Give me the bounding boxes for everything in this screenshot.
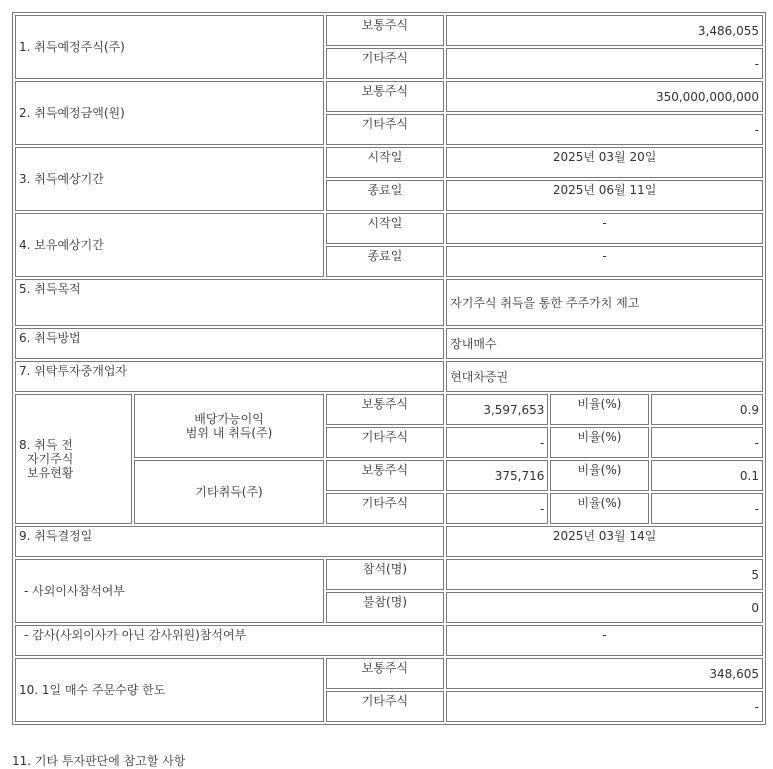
row8-line4-ratio: - — [651, 493, 763, 524]
row8-line1-ratio: 0.9 — [651, 394, 763, 425]
row8-line4-type: 기타주식 — [326, 493, 444, 524]
row3-sub-end: 종료일 — [326, 180, 444, 211]
row9-label: 9. 취득결정일 — [15, 526, 444, 557]
outside-directors-absent-label: 불참(명) — [326, 592, 444, 623]
row1-sub-common: 보통주식 — [326, 15, 444, 46]
row8-line3-ratio: 0.1 — [651, 460, 763, 491]
row3-sub-start: 시작일 — [326, 147, 444, 178]
row8-line4-ratio-label: 비율(%) — [550, 493, 648, 524]
row2-value-other: - — [446, 114, 763, 145]
row8-line3-type: 보통주식 — [326, 460, 444, 491]
row1-value-other: - — [446, 48, 763, 79]
row8-group-dividend — [134, 394, 323, 458]
row4-value-start: - — [446, 213, 763, 244]
row10-sub-other: 기타주식 — [326, 691, 444, 722]
row10-sub-common: 보통주식 — [326, 658, 444, 689]
row3-label: 3. 취득예상기간 — [15, 147, 324, 211]
row8-label-line3: 보유현황 — [27, 466, 74, 480]
row2-sub-other: 기타주식 — [326, 114, 444, 145]
row10-label: 10. 1일 매수 주문수량 한도 — [15, 658, 324, 722]
row5-label: 5. 취득목적 — [15, 279, 444, 326]
row2-sub-common: 보통주식 — [326, 81, 444, 112]
row4-sub-end: 종료일 — [326, 246, 444, 277]
row3-value-end: 2025년 06월 11일 — [446, 180, 763, 211]
row4-sub-start: 시작일 — [326, 213, 444, 244]
row8-line1-ratio-label: 비율(%) — [550, 394, 648, 425]
row8-line2-ratio-label: 비율(%) — [550, 427, 648, 458]
row8-line3-ratio-label: 비율(%) — [550, 460, 648, 491]
row2-label: 2. 취득예정금액(원) — [15, 81, 324, 145]
row8-label-line1: 8. 취득 전 — [19, 438, 73, 452]
row4-label: 4. 보유예상기간 — [15, 213, 324, 277]
row6-label: 6. 취득방법 — [15, 328, 444, 359]
row7-value: 현대차증권 — [446, 361, 763, 392]
row8-line3-qty: 375,716 — [446, 460, 548, 491]
row8-group-other: 기타취득(주) — [134, 460, 323, 524]
row1-sub-other: 기타주식 — [326, 48, 444, 79]
footnote: 11. 기타 투자판단에 참고할 사항 — [12, 754, 186, 768]
row8-line2-qty: - — [446, 427, 548, 458]
row8-label — [15, 394, 132, 524]
row7-label: 7. 위탁투자중개업자 — [15, 361, 444, 392]
outside-directors-present-value: 5 — [446, 559, 763, 590]
row8-line2-type: 기타주식 — [326, 427, 444, 458]
row8-line4-qty: - — [446, 493, 548, 524]
audit-attendance-value: - — [446, 625, 763, 656]
row2-value-common: 350,000,000,000 — [446, 81, 763, 112]
row10-value-other: - — [446, 691, 763, 722]
row8-line1-type: 보통주식 — [326, 394, 444, 425]
row1-label: 1. 취득예정주식(주) — [15, 15, 324, 79]
row8-line2-ratio: - — [651, 427, 763, 458]
row8-label-line2: 자기주식 — [27, 452, 74, 466]
row8-group-dividend-line2: 범위 내 취득(주) — [185, 426, 273, 440]
outside-directors-present-label: 참석(명) — [326, 559, 444, 590]
row10-value-common: 348,605 — [446, 658, 763, 689]
outside-directors-absent-value: 0 — [446, 592, 763, 623]
row1-value-common: 3,486,055 — [446, 15, 763, 46]
row8-line1-qty: 3,597,653 — [446, 394, 548, 425]
row3-value-start: 2025년 03월 20일 — [446, 147, 763, 178]
disclosure-table — [12, 12, 766, 725]
row9-value: 2025년 03월 14일 — [446, 526, 763, 557]
outside-directors-label: - 사외이사참석여부 — [15, 559, 324, 623]
row5-value: 자기주식 취득을 통한 주주가치 제고 — [446, 279, 763, 326]
audit-attendance-label: - 감사(사외이사가 아닌 감사위원)참석여부 — [15, 625, 444, 656]
row4-value-end: - — [446, 246, 763, 277]
row8-group-dividend-line1: 배당가능이익 — [194, 412, 264, 426]
row6-value: 장내매수 — [446, 328, 763, 359]
